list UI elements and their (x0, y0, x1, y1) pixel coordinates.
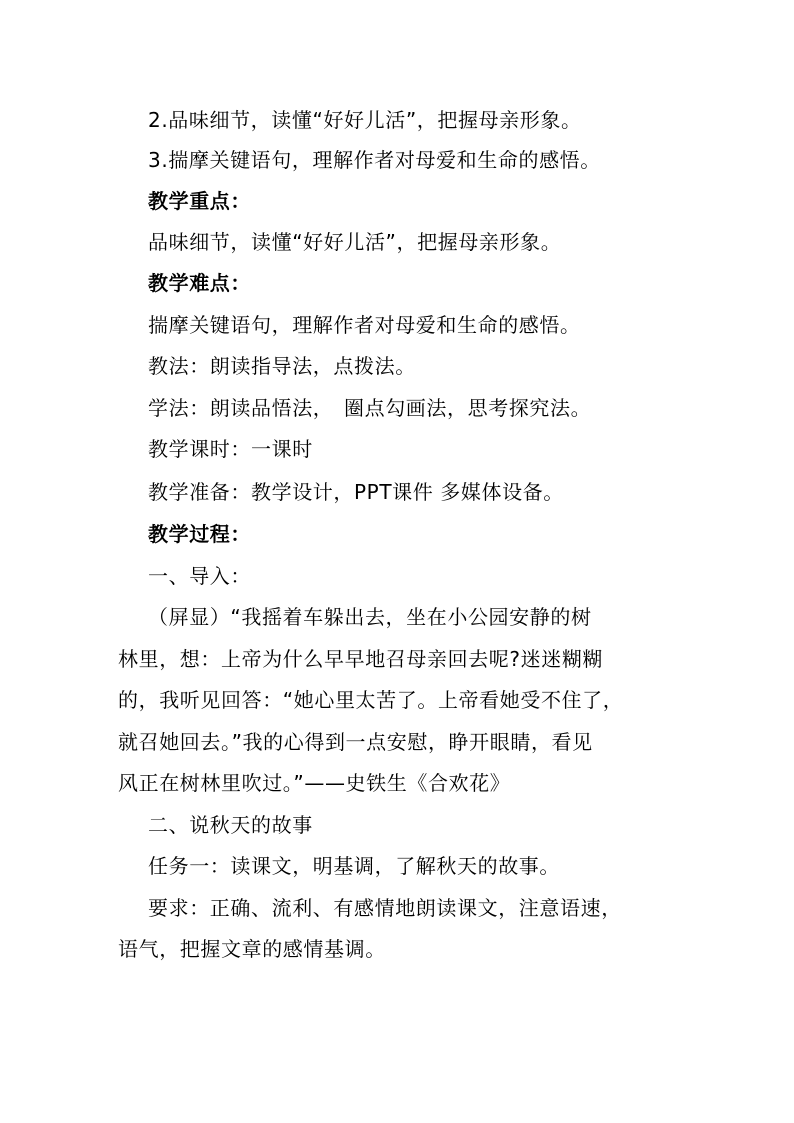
learning-method: 学法：朗读品悟法， 圈点勾画法，思考探究法。 (148, 396, 592, 420)
teaching-preparation: 教学准备：教学设计，PPT课件 多媒体设备。 (148, 480, 564, 504)
heading-key-points: 教学重点： (148, 189, 251, 213)
task-one: 任务一：读课文，明基调，了解秋天的故事。 (148, 854, 560, 878)
quote-line-3: 的，我听见回答：“她心里太苦了。上帝看她受不住了， (118, 688, 624, 712)
objective-2: 2.品味细节，读懂“好好儿活”，把握母亲形象。 (148, 108, 582, 132)
heading-difficulties: 教学难点： (148, 271, 251, 295)
teaching-method: 教法：朗读指导法，点拨法。 (148, 354, 416, 378)
quote-line-2: 林里，想：上帝为什么早早地召母亲回去呢?迷迷糊糊 (118, 647, 604, 671)
quote-line-5: 风正在树林里吹过。”——史铁生《合欢花》 (118, 771, 511, 795)
quote-line-4: 就召她回去。”我的心得到一点安慰，睁开眼睛，看见 (118, 730, 593, 754)
quote-line-1: （屏显）“我摇着车躲出去，坐在小公园安静的树 (148, 605, 592, 629)
key-points-text: 品味细节，读懂“好好儿活”，把握母亲形象。 (148, 230, 562, 254)
section-intro: 一、导入： (148, 564, 251, 588)
section-autumn-story: 二、说秋天的故事 (148, 813, 313, 837)
requirement-line-2: 语气，把握文章的感情基调。 (118, 937, 386, 961)
heading-process: 教学过程： (148, 522, 251, 546)
objective-3: 3.揣摩关键语句，理解作者对母爱和生命的感悟。 (148, 148, 601, 172)
difficulties-text: 揣摩关键语句，理解作者对母爱和生命的感悟。 (148, 313, 581, 337)
class-hours: 教学课时：一课时 (148, 437, 313, 461)
requirement-line-1: 要求：正确、流利、有感情地朗读课文，注意语速， (148, 896, 622, 920)
